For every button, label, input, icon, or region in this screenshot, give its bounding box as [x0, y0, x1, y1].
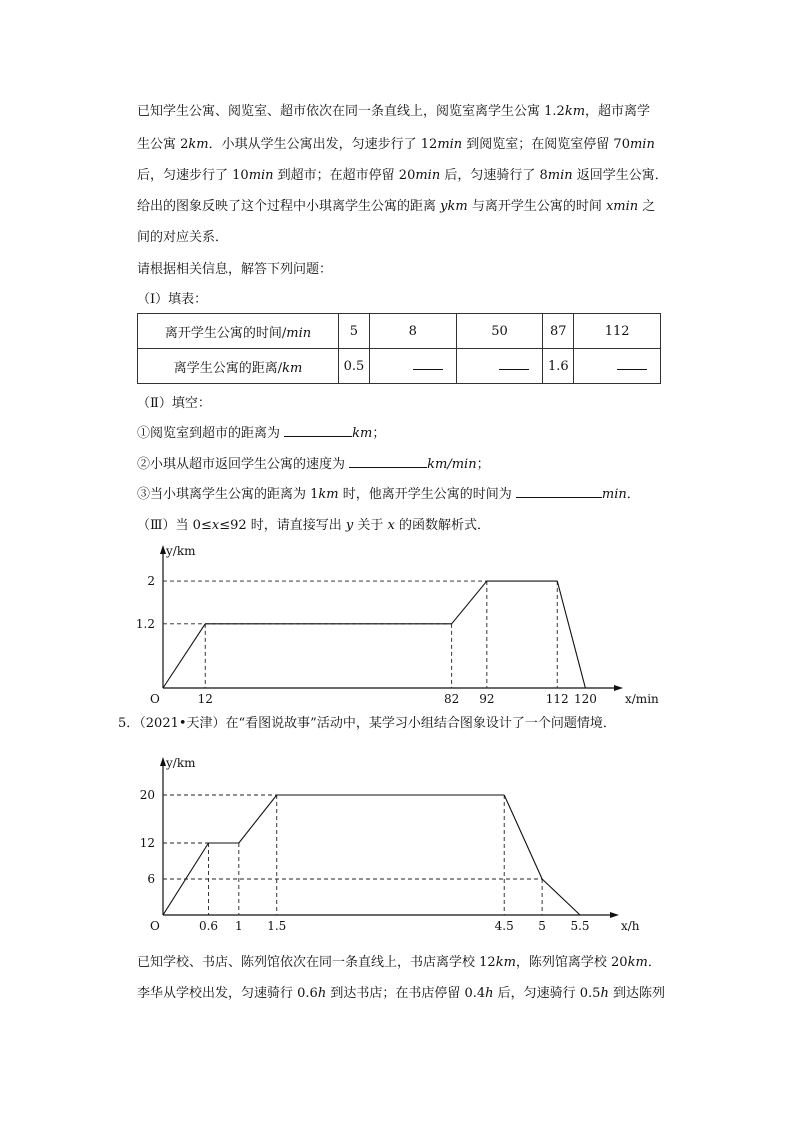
- x-tick-label: 5.5: [570, 919, 590, 933]
- y-tick-label: 1.2: [135, 616, 155, 631]
- part2-heading: （Ⅱ）填空：: [137, 396, 211, 411]
- question-2: ②小琪从超市返回学生公寓的速度为 km/min；: [137, 457, 490, 472]
- x-tick-label: 1.5: [267, 919, 287, 933]
- question-3: ③当小琪离学生公寓的距离为 1km 时，他离开学生公寓的时间为 min．: [137, 487, 640, 502]
- x-tick-label: 92: [479, 692, 495, 706]
- y-axis-label: y/km: [166, 756, 196, 770]
- distance-header: 离学生公寓的距离/km: [138, 349, 339, 384]
- series-segment: [239, 795, 277, 843]
- part1-heading: （Ⅰ）填表：: [137, 292, 208, 307]
- y-tick-label: 6: [147, 872, 155, 886]
- time-cell: 87: [543, 314, 574, 349]
- problem5-line1: 已知学校、书店、陈列馆依次在同一条直线上，书店离学校 12km，陈列馆离学校 20km．: [137, 955, 661, 970]
- time-header: 离开学生公寓的时间/min: [138, 314, 339, 349]
- problem5-line2: 李华从学校出发，匀速骑行 0.6h 到达书店；在书店停留 0.4h 后，匀速骑行 0.5h 到达陈列: [137, 986, 665, 1001]
- x-axis-label: x/h: [621, 919, 640, 933]
- x-tick-label: 120: [573, 692, 597, 706]
- x-tick-label: 0.6: [198, 919, 219, 933]
- time-cell: 50: [456, 314, 543, 349]
- x-tick-label: 112: [545, 692, 569, 706]
- problem4-line5: 间的对应关系．: [137, 230, 229, 245]
- y-axis-label: y/km: [166, 544, 196, 558]
- y-tick-label: 20: [139, 788, 155, 802]
- series-segment: [504, 795, 542, 879]
- origin-label: O: [150, 692, 160, 706]
- distance-cell: 0.5: [339, 349, 370, 384]
- y-tick-label: 12: [139, 836, 155, 850]
- time-cell: 5: [339, 314, 370, 349]
- x-axis-arrow: [610, 912, 619, 918]
- distance-cell: 1.6: [543, 349, 574, 384]
- y-tick-label: 2: [147, 574, 155, 589]
- problem4-line1: 已知学生公寓、阅览室、超市依次在同一条直线上，阅览室离学生公寓 1.2km，超市离学: [137, 104, 651, 119]
- part3-heading: （Ⅲ）当 0≤x≤92 时，请直接写出 y 关于 x 的函数解析式．: [137, 518, 490, 533]
- question-1: ①阅览室到超市的距离为 km；: [137, 426, 386, 441]
- x-tick-label: 82: [443, 692, 460, 706]
- problem4-instruction: 请根据相关信息，解答下列问题：: [137, 262, 333, 277]
- x-axis-label: x/min: [625, 692, 659, 706]
- problem4-line2: 生公寓 2km．小琪从学生公寓出发，匀速步行了 12min 到阅览室；在阅览室停留 70min: [137, 137, 655, 152]
- series-segment: [542, 879, 580, 915]
- x-tick-label: 5: [538, 919, 546, 933]
- x-tick-label: 4.5: [494, 919, 514, 933]
- problem4-line3: 后，匀速步行了 10min 到超市；在超市停留 20min 后，匀速骑行了 8min 返回学生公寓．: [137, 168, 668, 183]
- x-tick-label: 1: [235, 919, 243, 933]
- x-tick-label: 12: [197, 692, 213, 706]
- time-cell: 8: [369, 314, 456, 349]
- problem4-line4: 给出的图象反映了这个过程中小琪离学生公寓的距离 ykm 与离开学生公寓的时间 xmin 之: [137, 199, 656, 214]
- time-cell: 112: [574, 314, 661, 349]
- problem5-header: 5．（2021•天津）在“看图说故事”活动中，某学习小组结合图象设计了一个问题情境．: [118, 716, 616, 731]
- origin-label: O: [150, 919, 160, 933]
